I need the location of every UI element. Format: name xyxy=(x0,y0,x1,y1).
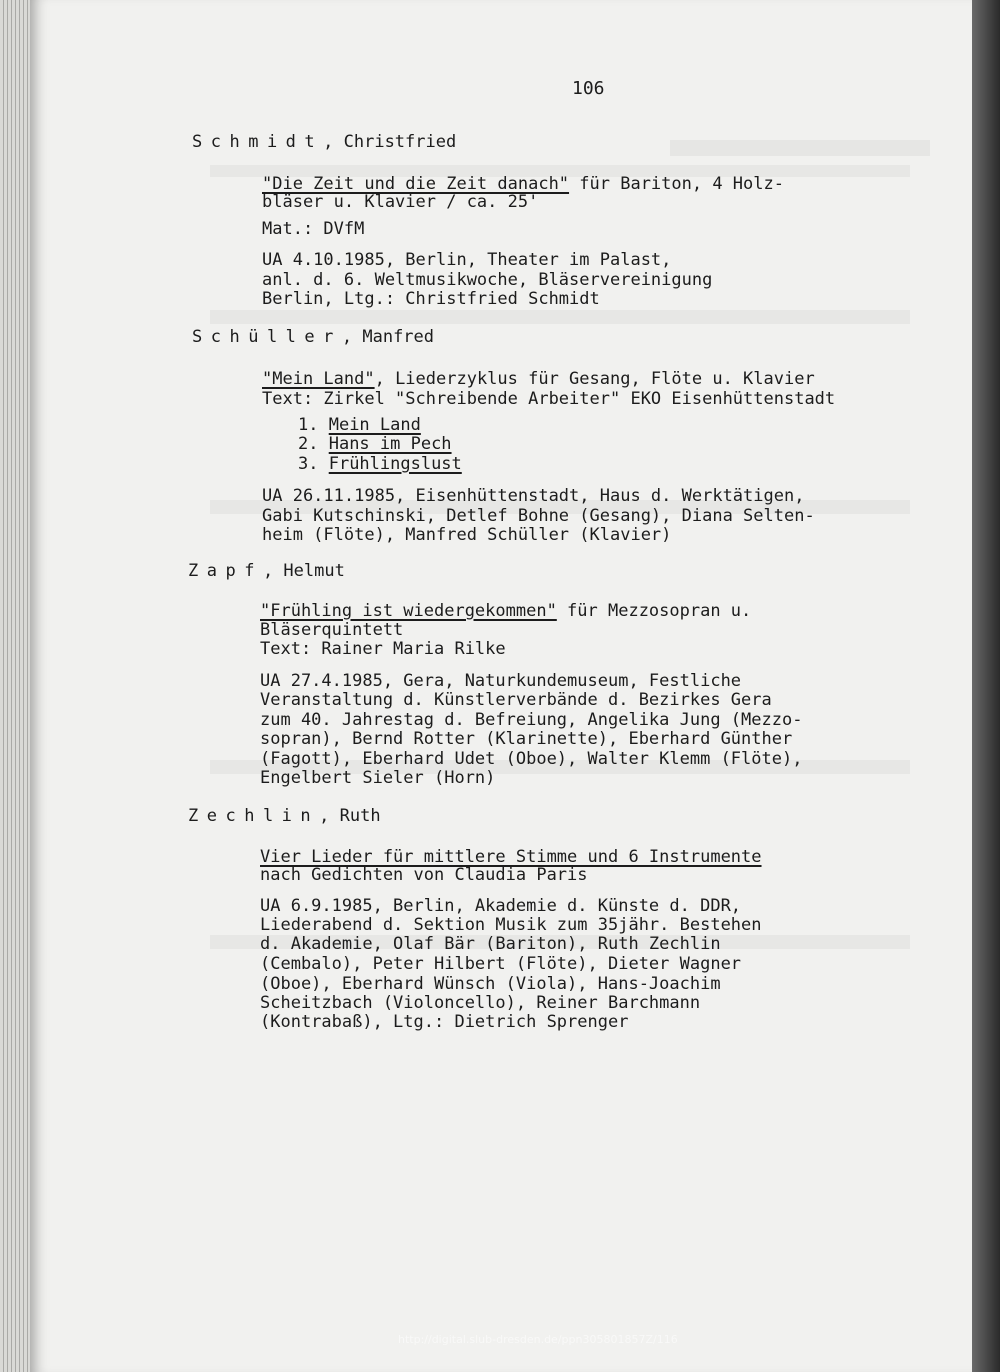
composer-heading xyxy=(188,562,345,580)
text-line: Text: Rainer Maria Rilke xyxy=(260,639,506,659)
text-line: Text: Zirkel "Schreibende Arbeiter" EKO Eisenhüttenstadt xyxy=(262,389,836,409)
text-line: Veranstaltung d. Künstlerverbände d. Bezirkes Gera xyxy=(260,690,772,710)
text-line: (Cembalo), Peter Hilbert (Flöte), Dieter Wagner xyxy=(260,954,742,974)
text-line: UA 26.11.1985, Eisenhüttenstadt, Haus d. Werktätigen, xyxy=(262,486,805,506)
composer-heading xyxy=(192,328,434,346)
source-url-footer: http://digital.slub-dresden.de/ppn305801857Z/116 xyxy=(398,1333,678,1346)
work-title: "Mein Land" xyxy=(262,369,375,389)
text-line: UA 27.4.1985, Gera, Naturkundemuseum, Festliche xyxy=(260,671,742,691)
composer-heading xyxy=(188,807,381,825)
composer-surname: Zapf xyxy=(188,561,263,581)
composer-heading xyxy=(192,133,456,151)
text-line: (Oboe), Eberhard Wünsch (Viola), Hans-Joachim xyxy=(260,974,721,994)
text-line: Engelbert Sieler (Horn) xyxy=(260,768,496,788)
text-line: Liederabend d. Sektion Musik zum 35jähr. Bestehen xyxy=(260,915,762,935)
song-list-item: 1. Mein Land xyxy=(298,415,421,435)
text-line: Bläserquintett xyxy=(260,620,404,640)
scan-right-edge xyxy=(972,0,1000,1372)
text-line: Mat.: DVfM xyxy=(262,219,365,239)
work-title: Vier Lieder für mittlere Stimme und 6 Instrumente xyxy=(260,847,762,867)
text-line: nach Gedichten von Claudia Paris xyxy=(260,865,588,885)
text-line: zum 40. Jahrestag d. Befreiung, Angelika Jung (Mezzo- xyxy=(260,710,803,730)
work-title-line: "Die Zeit und die Zeit danach" für Bariton, 4 Holz- xyxy=(262,174,784,194)
text-line: Scheitzbach (Violoncello), Reiner Barchmann xyxy=(260,993,701,1013)
text-line: heim (Flöte), Manfred Schüller (Klavier) xyxy=(262,525,672,545)
composer-surname: Schüller xyxy=(192,327,342,347)
composer-surname: Schmidt xyxy=(192,132,324,152)
work-title-line xyxy=(260,848,762,866)
text-line: (Kontrabaß), Ltg.: Dietrich Sprenger xyxy=(260,1012,629,1032)
page-stack-edge xyxy=(0,0,30,1372)
page-number: 106 xyxy=(572,78,605,99)
composer-firstname: , Ruth xyxy=(319,806,381,826)
text-line: Gabi Kutschinski, Detlef Bohne (Gesang), Diana Selten- xyxy=(262,506,815,526)
text-line: UA 6.9.1985, Berlin, Akademie d. Künste d. DDR, xyxy=(260,896,742,916)
work-title: "Die Zeit und die Zeit danach" xyxy=(262,174,570,194)
work-title: "Frühling ist wiedergekommen" xyxy=(260,601,557,621)
work-title-line: "Mein Land", Liederzyklus für Gesang, Flöte u. Klavier xyxy=(262,369,815,389)
text-line: sopran), Bernd Rotter (Klarinette), Eberhard Günther xyxy=(260,729,793,749)
text-line: anl. d. 6. Weltmusikwoche, Bläservereinigung xyxy=(262,270,713,290)
text-line: (Fagott), Eberhard Udet (Oboe), Walter Klemm (Flöte), xyxy=(260,749,803,769)
song-list-item: 3. Frühlingslust xyxy=(298,454,462,474)
text-line: bläser u. Klavier / ca. 25' xyxy=(262,192,539,212)
document-page xyxy=(30,0,972,1372)
text-line: UA 4.10.1985, Berlin, Theater im Palast, xyxy=(262,250,672,270)
composer-firstname: , Helmut xyxy=(262,561,345,581)
composer-firstname: , Christfried xyxy=(323,132,457,152)
text-line: d. Akademie, Olaf Bär (Bariton), Ruth Zechlin xyxy=(260,934,721,954)
text-line: Berlin, Ltg.: Christfried Schmidt xyxy=(262,289,600,309)
composer-surname: Zechlin xyxy=(188,806,320,826)
work-title-line: "Frühling ist wiedergekommen" für Mezzosopran u. xyxy=(260,601,752,621)
composer-firstname: , Manfred xyxy=(341,327,435,347)
song-list-item: 2. Hans im Pech xyxy=(298,434,452,454)
